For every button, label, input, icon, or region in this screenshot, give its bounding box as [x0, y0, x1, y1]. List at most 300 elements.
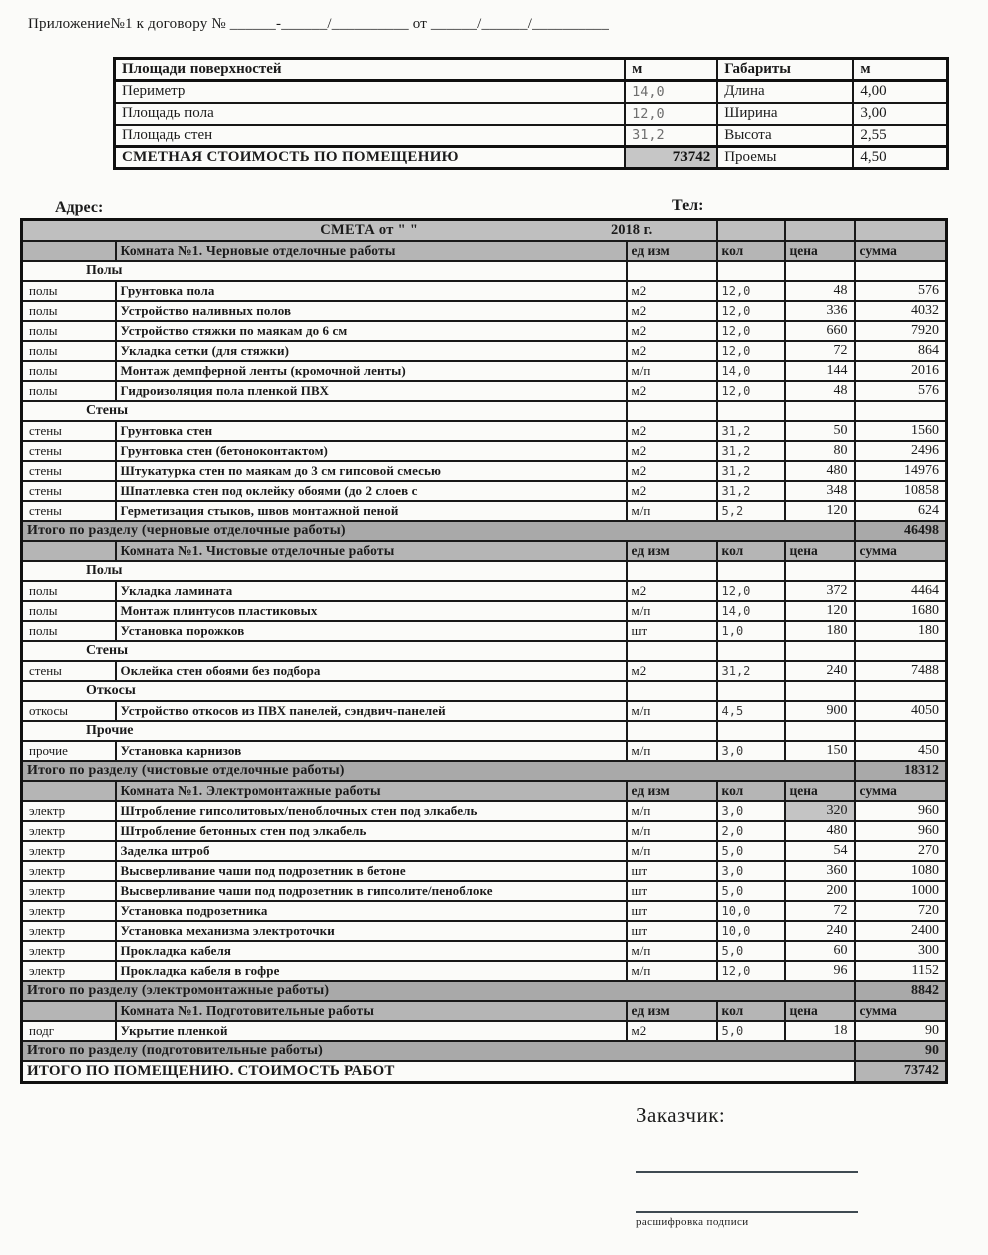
item-qty: 5,0	[717, 881, 785, 901]
item-qty: 12,0	[717, 301, 785, 321]
item-qty: 3,0	[717, 861, 785, 881]
estimate-table	[20, 218, 948, 1084]
section-title: Комната №1. Черновые отделочные работы	[116, 241, 627, 261]
item-sum: 960	[855, 821, 947, 841]
item-description: Грунтовка стен (бетоноконтактом)	[116, 441, 627, 461]
section-total-row	[22, 521, 947, 541]
item-sum: 1080	[855, 861, 947, 881]
item-sum: 300	[855, 941, 947, 961]
item-description: Прокладка кабеля в гофре	[116, 961, 627, 981]
item-description: Грунтовка пола	[116, 281, 627, 301]
item-price: 54	[785, 841, 855, 861]
work-item-row	[22, 441, 947, 461]
section-header-row	[22, 241, 947, 261]
section-total-row	[22, 761, 947, 781]
summary-row-perimeter	[115, 81, 948, 103]
item-unit: м2	[627, 321, 717, 341]
item-price: 240	[785, 921, 855, 941]
column-header-sum: сумма	[855, 241, 947, 261]
item-unit: м/п	[627, 801, 717, 821]
section-total-sum: 90	[855, 1041, 947, 1061]
column-header-qty: кол	[717, 241, 785, 261]
section-blank-cell	[22, 1001, 116, 1021]
item-price: 336	[785, 301, 855, 321]
item-price: 48	[785, 281, 855, 301]
item-description: Монтаж плинтусов пластиковых	[116, 601, 627, 621]
empty-cell	[855, 641, 947, 661]
item-description: Укладка сетки (для стяжки)	[116, 341, 627, 361]
item-price: 348	[785, 481, 855, 501]
item-description: Штукатурка стен по маякам до 3 см гипсовой смесью	[116, 461, 627, 481]
item-category: полы	[22, 361, 116, 381]
group-header-row	[22, 261, 947, 281]
section-total-sum: 18312	[855, 761, 947, 781]
item-category: прочие	[22, 741, 116, 761]
signature-caption: расшифровка подписи	[636, 1216, 749, 1228]
item-sum: 2400	[855, 921, 947, 941]
item-unit: м/п	[627, 701, 717, 721]
summary-value: 31,2	[625, 125, 717, 147]
work-item-row	[22, 341, 947, 361]
group-label: Полы	[22, 561, 627, 581]
signature-name-line	[636, 1211, 858, 1213]
item-unit: м/п	[627, 941, 717, 961]
item-category: стены	[22, 481, 116, 501]
item-category: подг	[22, 1021, 116, 1041]
empty-cell	[855, 261, 947, 281]
item-category: стены	[22, 461, 116, 481]
item-qty: 12,0	[717, 341, 785, 361]
signature-line	[636, 1171, 858, 1173]
item-qty: 31,2	[717, 661, 785, 681]
openings-label: Проемы	[717, 147, 853, 169]
item-qty: 31,2	[717, 421, 785, 441]
item-category: полы	[22, 381, 116, 401]
item-unit: м/п	[627, 361, 717, 381]
item-category: полы	[22, 621, 116, 641]
estimate-cost-label: СМЕТНАЯ СТОИМОСТЬ ПО ПОМЕЩЕНИЮ	[115, 147, 626, 169]
group-header-row	[22, 641, 947, 661]
work-item-row	[22, 481, 947, 501]
empty-cell	[627, 681, 717, 701]
item-category: полы	[22, 601, 116, 621]
work-item-row	[22, 701, 947, 721]
item-unit: м2	[627, 301, 717, 321]
section-total-label: Итого по разделу (чистовые отделочные работы)	[22, 761, 855, 781]
column-header-sum: сумма	[855, 541, 947, 561]
section-header-row	[22, 541, 947, 561]
section-header-row	[22, 781, 947, 801]
item-price: 60	[785, 941, 855, 961]
empty-cell	[627, 641, 717, 661]
item-description: Высверливание чаши под подрозетник в гипсолите/пеноблоке	[116, 881, 627, 901]
item-sum: 7920	[855, 321, 947, 341]
group-label: Откосы	[22, 681, 627, 701]
estimate-table-body	[22, 220, 947, 1083]
work-item-row	[22, 361, 947, 381]
empty-cell	[717, 220, 785, 241]
work-item-row	[22, 321, 947, 341]
section-blank-cell	[22, 241, 116, 261]
item-price: 72	[785, 901, 855, 921]
empty-cell	[717, 561, 785, 581]
empty-cell	[627, 561, 717, 581]
item-category: откосы	[22, 701, 116, 721]
group-label: Полы	[22, 261, 627, 281]
item-price: 180	[785, 621, 855, 641]
openings-value: 4,50	[853, 147, 947, 169]
item-unit: шт	[627, 861, 717, 881]
item-sum: 960	[855, 801, 947, 821]
item-qty: 14,0	[717, 601, 785, 621]
item-unit: шт	[627, 901, 717, 921]
item-category: полы	[22, 581, 116, 601]
item-qty: 5,0	[717, 1021, 785, 1041]
item-description: Заделка штроб	[116, 841, 627, 861]
column-header-sum: сумма	[855, 781, 947, 801]
item-price: 18	[785, 1021, 855, 1041]
item-unit: м2	[627, 581, 717, 601]
empty-cell	[855, 561, 947, 581]
item-qty: 10,0	[717, 921, 785, 941]
item-unit: шт	[627, 921, 717, 941]
work-item-row	[22, 381, 947, 401]
group-header-row	[22, 561, 947, 581]
item-description: Установка карнизов	[116, 741, 627, 761]
item-price: 50	[785, 421, 855, 441]
grand-total-sum: 73742	[855, 1061, 947, 1083]
item-category: полы	[22, 281, 116, 301]
item-qty: 14,0	[717, 361, 785, 381]
work-item-row	[22, 661, 947, 681]
item-sum: 14976	[855, 461, 947, 481]
empty-cell	[717, 681, 785, 701]
areas-unit-header: м	[625, 59, 717, 81]
item-price: 480	[785, 821, 855, 841]
item-qty: 5,2	[717, 501, 785, 521]
item-category: полы	[22, 301, 116, 321]
item-sum: 4050	[855, 701, 947, 721]
column-header-price: цена	[785, 541, 855, 561]
work-item-row	[22, 281, 947, 301]
item-sum: 1000	[855, 881, 947, 901]
work-item-row	[22, 921, 947, 941]
group-header-row	[22, 721, 947, 741]
group-label: Прочие	[22, 721, 627, 741]
section-total-label: Итого по разделу (черновые отделочные работы)	[22, 521, 855, 541]
item-category: электр	[22, 901, 116, 921]
summary-label: Периметр	[115, 81, 626, 103]
item-sum: 1152	[855, 961, 947, 981]
estimate-cost-value: 73742	[625, 147, 717, 169]
section-blank-cell	[22, 781, 116, 801]
areas-header: Площади поверхностей	[115, 59, 626, 81]
item-price: 120	[785, 601, 855, 621]
item-unit: м2	[627, 1021, 717, 1041]
work-item-row	[22, 841, 947, 861]
group-header-row	[22, 681, 947, 701]
empty-cell	[627, 721, 717, 741]
column-header-unit: ед изм	[627, 541, 717, 561]
item-unit: шт	[627, 621, 717, 641]
item-unit: м2	[627, 461, 717, 481]
item-qty: 31,2	[717, 461, 785, 481]
item-sum: 720	[855, 901, 947, 921]
item-category: электр	[22, 881, 116, 901]
empty-cell	[717, 401, 785, 421]
item-price: 900	[785, 701, 855, 721]
item-sum: 1560	[855, 421, 947, 441]
item-qty: 31,2	[717, 481, 785, 501]
empty-cell	[785, 561, 855, 581]
item-category: электр	[22, 841, 116, 861]
item-description: Прокладка кабеля	[116, 941, 627, 961]
item-sum: 450	[855, 741, 947, 761]
item-price: 144	[785, 361, 855, 381]
item-unit: м2	[627, 441, 717, 461]
item-sum: 576	[855, 281, 947, 301]
item-category: электр	[22, 961, 116, 981]
work-item-row	[22, 821, 947, 841]
item-unit: м2	[627, 341, 717, 361]
item-unit: м/п	[627, 961, 717, 981]
item-category: электр	[22, 921, 116, 941]
work-item-row	[22, 741, 947, 761]
column-header-unit: ед изм	[627, 781, 717, 801]
item-description: Оклейка стен обоями без подбора	[116, 661, 627, 681]
item-description: Гидроизоляция пола пленкой ПВХ	[116, 381, 627, 401]
item-price: 150	[785, 741, 855, 761]
item-qty: 12,0	[717, 281, 785, 301]
work-item-row	[22, 581, 947, 601]
section-total-sum: 8842	[855, 981, 947, 1001]
customer-label: Заказчик:	[636, 1103, 726, 1127]
estimate-title: СМЕТА от " "	[320, 222, 419, 238]
item-category: стены	[22, 441, 116, 461]
item-qty: 12,0	[717, 321, 785, 341]
column-header-sum: сумма	[855, 1001, 947, 1021]
column-header-qty: кол	[717, 781, 785, 801]
section-total-row	[22, 981, 947, 1001]
item-sum: 10858	[855, 481, 947, 501]
item-qty: 3,0	[717, 741, 785, 761]
item-unit: м2	[627, 281, 717, 301]
group-label: Стены	[22, 401, 627, 421]
item-unit: м2	[627, 481, 717, 501]
section-header-row	[22, 1001, 947, 1021]
empty-cell	[855, 401, 947, 421]
empty-cell	[627, 261, 717, 281]
item-unit: м/п	[627, 501, 717, 521]
item-price: 372	[785, 581, 855, 601]
item-unit: м2	[627, 661, 717, 681]
item-qty: 31,2	[717, 441, 785, 461]
empty-cell	[785, 261, 855, 281]
dim-label: Ширина	[717, 103, 853, 125]
column-header-unit: ед изм	[627, 241, 717, 261]
section-total-row	[22, 1041, 947, 1061]
item-price: 320	[785, 801, 855, 821]
item-qty: 1,0	[717, 621, 785, 641]
estimate-title-cell	[22, 220, 717, 241]
item-description: Устройство наливных полов	[116, 301, 627, 321]
address-label: Адрес:	[55, 199, 104, 216]
item-description: Монтаж демпферной ленты (кромочной ленты)	[116, 361, 627, 381]
summary-row-wall-area	[115, 125, 948, 147]
group-header-row	[22, 401, 947, 421]
summary-label: Площадь стен	[115, 125, 626, 147]
appendix-contract-line: Приложение№1 к договору № ______-______/__________ от ______/______/__________	[28, 16, 610, 32]
empty-cell	[785, 401, 855, 421]
empty-cell	[785, 681, 855, 701]
grand-total-row	[22, 1061, 947, 1083]
item-price: 96	[785, 961, 855, 981]
dim-label: Высота	[717, 125, 853, 147]
item-unit: м2	[627, 421, 717, 441]
item-price: 48	[785, 381, 855, 401]
section-total-label: Итого по разделу (электромонтажные работы)	[22, 981, 855, 1001]
item-price: 480	[785, 461, 855, 481]
item-description: Установка порожков	[116, 621, 627, 641]
item-category: электр	[22, 941, 116, 961]
item-qty: 4,5	[717, 701, 785, 721]
item-sum: 1680	[855, 601, 947, 621]
dim-value: 3,00	[853, 103, 947, 125]
item-sum: 864	[855, 341, 947, 361]
empty-cell	[717, 641, 785, 661]
estimate-title-row	[22, 220, 947, 241]
empty-cell	[855, 681, 947, 701]
empty-cell	[627, 401, 717, 421]
item-category: электр	[22, 861, 116, 881]
work-item-row	[22, 941, 947, 961]
column-header-price: цена	[785, 781, 855, 801]
empty-cell	[717, 261, 785, 281]
item-price: 240	[785, 661, 855, 681]
item-price: 120	[785, 501, 855, 521]
estimate-year: 2018 г.	[611, 222, 653, 238]
summary-label: Площадь пола	[115, 103, 626, 125]
item-description: Грунтовка стен	[116, 421, 627, 441]
summary-row-floor-area	[115, 103, 948, 125]
item-description: Шпатлевка стен под оклейку обоями (до 2 слоев с	[116, 481, 627, 501]
item-category: полы	[22, 341, 116, 361]
empty-cell	[855, 220, 947, 241]
item-qty: 3,0	[717, 801, 785, 821]
item-description: Укладка ламината	[116, 581, 627, 601]
item-category: электр	[22, 821, 116, 841]
item-description: Штробление бетонных стен под элкабель	[116, 821, 627, 841]
empty-cell	[785, 721, 855, 741]
summary-total-row	[115, 147, 948, 169]
column-header-unit: ед изм	[627, 1001, 717, 1021]
item-description: Установка механизма электроточки	[116, 921, 627, 941]
item-category: полы	[22, 321, 116, 341]
group-label: Стены	[22, 641, 627, 661]
item-description: Устройство стяжки по маякам до 6 см	[116, 321, 627, 341]
work-item-row	[22, 861, 947, 881]
section-total-label: Итого по разделу (подготовительные работы)	[22, 1041, 855, 1061]
item-description: Установка подрозетника	[116, 901, 627, 921]
item-description: Высверливание чаши под подрозетник в бетоне	[116, 861, 627, 881]
dim-value: 2,55	[853, 125, 947, 147]
dim-value: 4,00	[853, 81, 947, 103]
item-qty: 10,0	[717, 901, 785, 921]
phone-label: Тел:	[672, 197, 704, 214]
item-sum: 7488	[855, 661, 947, 681]
item-unit: м2	[627, 381, 717, 401]
item-sum: 4032	[855, 301, 947, 321]
section-title: Комната №1. Подготовительные работы	[116, 1001, 627, 1021]
item-price: 72	[785, 341, 855, 361]
item-qty: 2,0	[717, 821, 785, 841]
item-price: 660	[785, 321, 855, 341]
empty-cell	[717, 721, 785, 741]
item-unit: шт	[627, 881, 717, 901]
column-header-price: цена	[785, 241, 855, 261]
item-sum: 180	[855, 621, 947, 641]
item-unit: м/п	[627, 601, 717, 621]
work-item-row	[22, 301, 947, 321]
item-unit: м/п	[627, 741, 717, 761]
grand-total-label: ИТОГО ПО ПОМЕЩЕНИЮ. СТОИМОСТЬ РАБОТ	[22, 1061, 855, 1083]
dim-label: Длина	[717, 81, 853, 103]
item-sum: 576	[855, 381, 947, 401]
section-title: Комната №1. Чистовые отделочные работы	[116, 541, 627, 561]
item-category: электр	[22, 801, 116, 821]
work-item-row	[22, 461, 947, 481]
column-header-qty: кол	[717, 1001, 785, 1021]
item-qty: 5,0	[717, 841, 785, 861]
work-item-row	[22, 901, 947, 921]
empty-cell	[785, 220, 855, 241]
empty-cell	[855, 721, 947, 741]
work-item-row	[22, 801, 947, 821]
work-item-row	[22, 601, 947, 621]
work-item-row	[22, 1021, 947, 1041]
section-blank-cell	[22, 541, 116, 561]
summary-header-row	[115, 59, 948, 81]
item-unit: м/п	[627, 841, 717, 861]
column-header-price: цена	[785, 1001, 855, 1021]
dims-unit-header: м	[853, 59, 947, 81]
item-category: стены	[22, 661, 116, 681]
item-sum: 2496	[855, 441, 947, 461]
item-price: 80	[785, 441, 855, 461]
item-sum: 4464	[855, 581, 947, 601]
empty-cell	[785, 641, 855, 661]
section-title: Комната №1. Электромонтажные работы	[116, 781, 627, 801]
item-qty: 12,0	[717, 961, 785, 981]
work-item-row	[22, 501, 947, 521]
work-item-row	[22, 961, 947, 981]
section-total-sum: 46498	[855, 521, 947, 541]
summary-value: 12,0	[625, 103, 717, 125]
work-item-row	[22, 621, 947, 641]
dims-header: Габариты	[717, 59, 853, 81]
item-sum: 624	[855, 501, 947, 521]
item-description: Штробление гипсолитовых/пеноблочных стен под элкабель	[116, 801, 627, 821]
item-description: Укрытие пленкой	[116, 1021, 627, 1041]
work-item-row	[22, 881, 947, 901]
item-sum: 90	[855, 1021, 947, 1041]
item-qty: 5,0	[717, 941, 785, 961]
item-description: Устройство откосов из ПВХ панелей, сэндвич-панелей	[116, 701, 627, 721]
summary-value: 14,0	[625, 81, 717, 103]
item-qty: 12,0	[717, 381, 785, 401]
item-unit: м/п	[627, 821, 717, 841]
surface-summary-table	[113, 57, 949, 170]
